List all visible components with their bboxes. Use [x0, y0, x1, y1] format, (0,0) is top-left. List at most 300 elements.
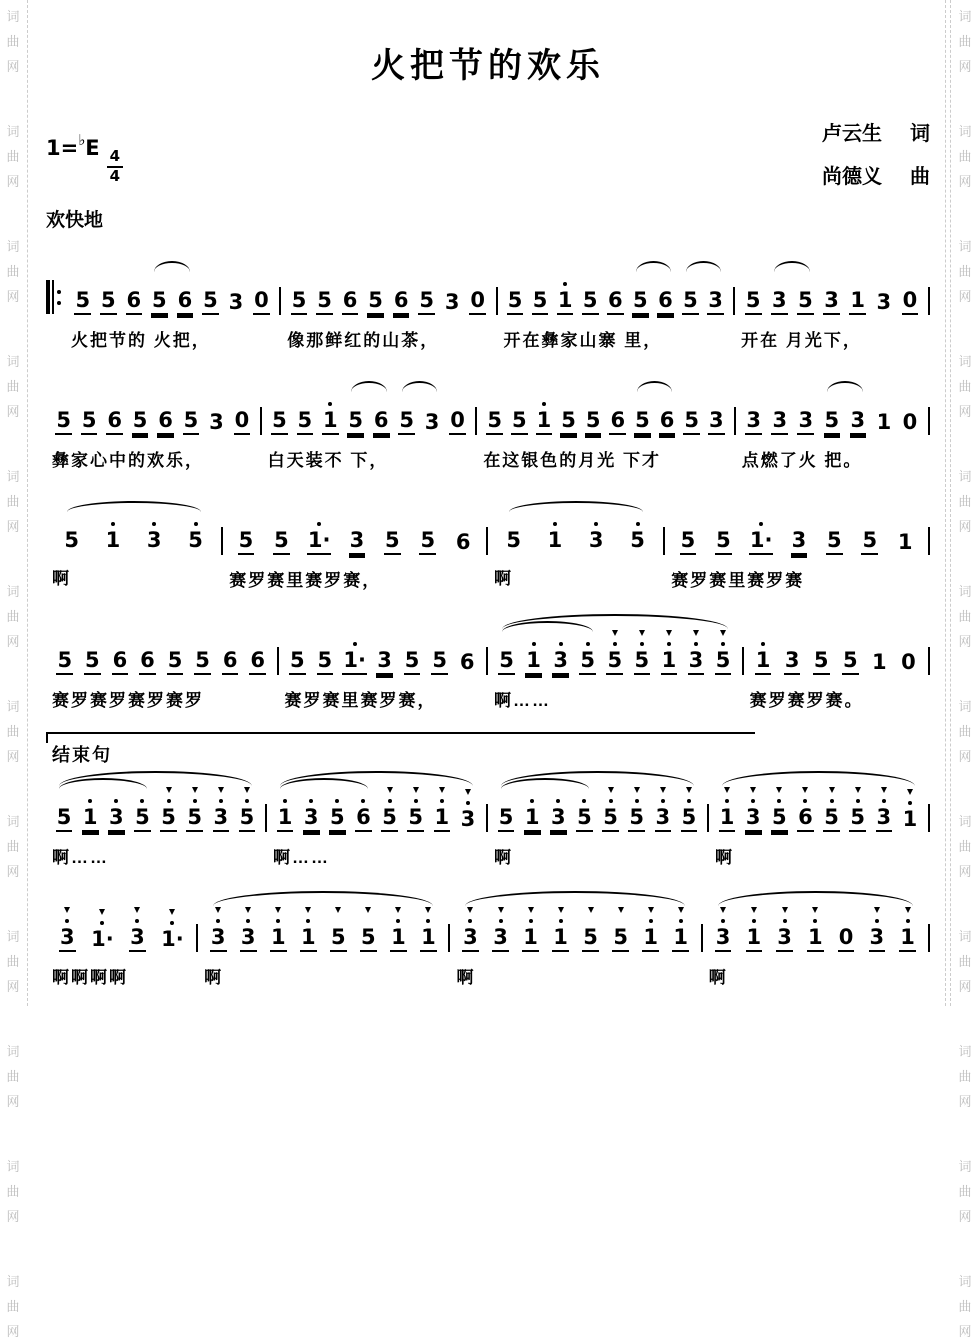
staccato-mark: [905, 907, 911, 913]
note: 3: [769, 270, 789, 315]
note: 3: [876, 290, 892, 314]
slur-arc: [502, 614, 728, 629]
note: 1: [275, 787, 295, 832]
notes-row: [46, 372, 930, 472]
note: 6: [455, 530, 471, 554]
note: 5: [430, 630, 450, 675]
staccato-mark: [751, 907, 757, 913]
note: 6: [248, 630, 268, 675]
staccato-mark: [245, 907, 251, 913]
octave-dot: [335, 799, 339, 803]
right-watermark-column: [954, 4, 976, 1339]
score-line: [46, 492, 930, 592]
measure-notes: [46, 769, 265, 834]
octave-dot: [586, 642, 590, 646]
score-line: [46, 252, 930, 352]
note: 5: [73, 270, 93, 315]
note: 3: [491, 907, 511, 952]
slur-arc: [402, 381, 437, 392]
staccato-mark: [169, 909, 175, 915]
octave-dot: [140, 799, 144, 803]
octave-dot: [440, 799, 444, 803]
staccato-mark: [215, 907, 221, 913]
note: 5: [289, 270, 309, 315]
note: 5: [406, 787, 426, 832]
octave-dot: [529, 919, 533, 923]
rest-note: 0: [901, 650, 916, 674]
octave-dot: [361, 799, 365, 803]
staccato-mark: [335, 907, 341, 913]
note: 5: [402, 630, 422, 675]
octave-dot: [679, 919, 683, 923]
rest-note: 0: [251, 270, 271, 315]
note: 1: [805, 907, 825, 952]
lyricist-credit: 卢云生 词: [822, 123, 930, 145]
note: 5: [200, 270, 220, 315]
measure-notes: [65, 252, 279, 317]
lyric: 在这银色的月光 下才: [483, 451, 662, 470]
lyric: 赛罗赛罗赛罗赛罗: [52, 691, 204, 710]
measure: [262, 372, 476, 472]
note: 5: [680, 270, 700, 315]
measure: [498, 252, 734, 352]
note: 5: [315, 270, 335, 315]
octave-dot: [830, 799, 834, 803]
octave-dot: [216, 919, 220, 923]
measure-notes: [279, 612, 486, 677]
slur-arc: [827, 381, 863, 392]
measure-notes: [744, 612, 928, 677]
rest-note: 0: [902, 410, 918, 434]
note: 5: [611, 907, 631, 952]
note: 3: [686, 630, 706, 675]
rest-note: 0: [836, 907, 856, 952]
note: 1: [418, 907, 438, 952]
meta-row: [46, 113, 930, 199]
note: 1: [876, 410, 892, 434]
octave-dot: [276, 919, 280, 923]
note: 6: [371, 390, 391, 435]
staccato-mark: [618, 907, 624, 913]
time-bottom: 4: [109, 166, 121, 185]
staccato-mark: [64, 907, 70, 913]
note: 5: [315, 630, 335, 675]
note: 5: [682, 390, 702, 435]
note: 3: [551, 630, 571, 675]
key-letter: E: [85, 136, 100, 160]
staccato-mark: [608, 787, 614, 793]
note: 1: [717, 787, 737, 832]
staccato-mark: [782, 907, 788, 913]
staccato-mark: [498, 907, 504, 913]
staccato-mark: [693, 630, 699, 636]
lyric: 开在彝家山寨 里，: [503, 331, 663, 350]
watermark-text: 词 曲 网: [958, 929, 972, 994]
lyric: 啊: [456, 968, 476, 987]
note: 6: [156, 390, 176, 435]
measure-notes: [736, 372, 928, 437]
watermark-text: 词 曲 网: [6, 584, 20, 649]
note: 6: [353, 787, 373, 832]
note: 3: [789, 510, 809, 555]
note: 5: [295, 390, 315, 435]
octave-dot: [559, 919, 563, 923]
barline: [928, 924, 930, 952]
note: 3: [867, 907, 887, 952]
note: 1: [659, 630, 679, 675]
staccato-mark: [855, 787, 861, 793]
right-dashed-border: [950, 0, 951, 1006]
measure: [488, 769, 707, 869]
note: 3: [743, 787, 763, 832]
octave-dot: [414, 799, 418, 803]
note: 5: [860, 510, 880, 555]
note: 3: [706, 270, 726, 315]
octave-dot: [761, 642, 765, 646]
staccato-mark: [678, 907, 684, 913]
note: 5: [743, 270, 763, 315]
note: 6: [340, 270, 360, 315]
slur-arc: [501, 771, 694, 786]
note: 3: [653, 787, 673, 832]
note: 5: [54, 390, 74, 435]
octave-dot: [353, 642, 357, 646]
note: 5: [358, 907, 378, 952]
note: 1: [522, 787, 542, 832]
watermark-text: 词 曲 网: [958, 584, 972, 649]
note: 3: [444, 290, 460, 314]
note: 1: [900, 789, 920, 832]
octave-dot: [875, 919, 879, 923]
note: 1: [432, 787, 452, 832]
note: 1: [524, 630, 544, 675]
note: 3: [586, 510, 606, 553]
note: 1: [848, 270, 868, 315]
note: 3: [209, 410, 224, 434]
note: 5: [328, 907, 348, 952]
slur-arc: [774, 261, 810, 272]
watermark-text: 词 曲 网: [958, 469, 972, 534]
octave-dot: [759, 522, 763, 526]
note: 5: [678, 510, 698, 555]
note: 5: [581, 907, 601, 952]
barline: [928, 804, 930, 832]
slur-arc: [722, 771, 915, 786]
octave-dot: [613, 642, 617, 646]
octave-dot: [803, 799, 807, 803]
staccato-mark: [812, 907, 818, 913]
note: 5: [271, 510, 291, 555]
score-line: [46, 372, 930, 472]
left-dashed-border: [27, 0, 28, 1006]
tempo-marking: 欢快地: [46, 210, 104, 231]
watermark-text: 词 曲 网: [6, 239, 20, 304]
note: 5: [186, 510, 206, 553]
octave-dot: [721, 919, 725, 923]
octave-dot: [328, 402, 332, 406]
note: 5: [679, 787, 699, 832]
note: 5: [632, 630, 652, 675]
measure-notes: [46, 372, 260, 437]
note: 5: [713, 510, 733, 555]
slur-arc: [154, 261, 190, 272]
note: 5: [82, 630, 102, 675]
note: 5: [380, 787, 400, 832]
measure-notes: [450, 889, 700, 954]
note: 3: [458, 789, 478, 832]
note: 5: [605, 630, 625, 675]
octave-dot: [752, 919, 756, 923]
note: 3: [548, 787, 568, 832]
note: 1: [545, 510, 565, 553]
note: 3: [848, 390, 868, 435]
note: 1·: [160, 909, 185, 952]
measure: [744, 612, 928, 712]
measure: [267, 769, 486, 869]
octave-dot: [582, 799, 586, 803]
staccato-mark: [425, 907, 431, 913]
credits: [822, 113, 930, 199]
measure-notes: [46, 612, 277, 677]
note: 5: [530, 270, 550, 315]
octave-dot: [906, 919, 910, 923]
measure-notes: [709, 769, 928, 834]
octave-dot: [667, 642, 671, 646]
octave-dot: [532, 642, 536, 646]
slur-arc: [686, 261, 721, 272]
octave-dot: [636, 522, 640, 526]
note: 5: [509, 390, 529, 435]
measure: [709, 769, 928, 869]
note: 3: [211, 787, 231, 832]
slur-arc: [718, 891, 913, 906]
measure-notes: [262, 372, 476, 437]
note: 3: [770, 390, 790, 435]
note: 3: [775, 907, 795, 952]
octave-dot: [882, 799, 886, 803]
octave-dot: [783, 919, 787, 923]
measure: [65, 252, 279, 352]
lyric: 啊: [204, 968, 224, 987]
octave-dot: [649, 919, 653, 923]
octave-dot: [530, 799, 534, 803]
watermark-text: 词 曲 网: [6, 929, 20, 994]
measure-notes: [488, 612, 742, 677]
measure: [281, 252, 495, 352]
staccato-mark: [387, 787, 393, 793]
measure: [488, 612, 742, 712]
measure: [477, 372, 733, 472]
notes-row: [46, 889, 930, 989]
note: 5: [165, 630, 185, 675]
note: 1·: [342, 630, 367, 675]
octave-dot: [777, 799, 781, 803]
watermark-text: 词 曲 网: [958, 354, 972, 419]
note: 5: [181, 390, 201, 435]
note: 6: [795, 787, 815, 832]
note: 1: [641, 907, 661, 952]
note: 3: [127, 907, 147, 952]
lyric: 开在 月光下，: [741, 331, 862, 350]
barline: [928, 287, 930, 315]
watermark-text: 词 曲 网: [958, 1159, 972, 1224]
octave-dot: [194, 522, 198, 526]
staccato-mark: [528, 907, 534, 913]
note: 5: [811, 630, 831, 675]
note: 5: [627, 787, 647, 832]
notes-row: [46, 492, 930, 592]
staccato-mark: [874, 907, 880, 913]
note: 1: [534, 390, 554, 435]
time-signature: [107, 149, 123, 185]
note: 3: [424, 410, 440, 434]
note: 5: [632, 390, 652, 435]
slur-arc: [509, 501, 643, 512]
note: 5: [630, 270, 650, 315]
staccato-mark: [720, 630, 726, 636]
measure: [46, 612, 277, 712]
note: 5: [418, 510, 438, 555]
staccato-mark: [724, 787, 730, 793]
staccato-mark: [776, 787, 782, 793]
watermark-text: 词 曲 网: [958, 699, 972, 764]
lyric: 啊啊啊啊: [52, 968, 128, 987]
staccato-mark: [666, 630, 672, 636]
octave-dot: [317, 522, 321, 526]
measure: [46, 372, 260, 472]
slur-arc: [636, 261, 671, 272]
rest-note: 0: [232, 390, 252, 435]
measure: [223, 492, 486, 592]
watermark-text: 词 曲 网: [958, 1274, 972, 1339]
note: 6: [110, 630, 130, 675]
flat-sign: ♭: [78, 131, 86, 149]
octave-dot: [856, 799, 860, 803]
note: 1: [753, 630, 773, 675]
measure: [488, 492, 663, 590]
note: 1: [388, 907, 408, 952]
note: 3: [208, 907, 228, 952]
octave-dot: [553, 522, 557, 526]
watermark-text: 词 曲 网: [958, 814, 972, 879]
note: 5: [159, 787, 179, 832]
lyric: 彝家心中的欢乐，: [52, 451, 204, 470]
staccato-mark: [802, 787, 808, 793]
staccato-mark: [395, 907, 401, 913]
score-line: [46, 612, 930, 712]
lyric: 赛罗赛里赛罗赛，: [229, 571, 382, 590]
slur-arc: [59, 771, 252, 786]
slur-arc: [280, 771, 473, 786]
note: 5: [559, 390, 579, 435]
note: 1: [897, 530, 913, 554]
note: 1: [872, 650, 887, 674]
octave-dot: [908, 801, 912, 805]
note: 5: [505, 270, 525, 315]
note: 3: [238, 907, 258, 952]
notes-row: [46, 612, 930, 712]
watermark-text: 词 曲 网: [958, 9, 972, 74]
note: 1: [103, 510, 123, 553]
staccato-mark: [134, 907, 140, 913]
octave-dot: [167, 799, 171, 803]
staccato-mark: [305, 907, 311, 913]
composer-credit: 尚德义 曲: [822, 166, 930, 188]
barline: [928, 527, 930, 555]
key-signature: [46, 133, 123, 185]
staccato-mark: [660, 787, 666, 793]
staccato-mark: [686, 787, 692, 793]
note: 6: [459, 650, 475, 674]
note: 5: [382, 510, 402, 555]
octave-dot: [306, 919, 310, 923]
octave-dot: [283, 799, 287, 803]
note: 5: [824, 510, 844, 555]
watermark-text: 词 曲 网: [6, 814, 20, 879]
lyric: 像那鲜红的山茶，: [287, 331, 440, 350]
note: 1: [744, 907, 764, 952]
note: 1·: [90, 909, 115, 952]
note: 1: [671, 907, 691, 952]
note: 3: [744, 390, 764, 435]
note: 3: [301, 787, 321, 832]
lyric: 点燃了火 把。: [741, 451, 863, 470]
octave-dot: [466, 801, 470, 805]
watermark-text: 词 曲 网: [958, 1044, 972, 1109]
measure-notes: [477, 372, 733, 437]
octave-dot: [309, 799, 313, 803]
staccato-mark: [750, 787, 756, 793]
note: 6: [655, 270, 675, 315]
measure-notes: [703, 889, 928, 954]
measure: [450, 889, 700, 989]
score-line: [46, 732, 930, 869]
note: 1: [298, 907, 318, 952]
lyric: 啊: [494, 848, 513, 867]
note: 5: [79, 390, 99, 435]
staccato-mark: [413, 787, 419, 793]
measure: [736, 372, 928, 472]
octave-dot: [661, 799, 665, 803]
lyric: 赛罗赛里赛罗赛: [671, 571, 805, 590]
note: 1: [551, 907, 571, 952]
note: 5: [149, 270, 169, 315]
staccato-mark: [166, 787, 172, 793]
note: 5: [574, 787, 594, 832]
note: 5: [485, 390, 505, 435]
note: 3: [796, 390, 816, 435]
lyric: 赛罗赛罗赛。: [749, 691, 864, 710]
octave-dot: [245, 799, 249, 803]
octave-dot: [556, 799, 560, 803]
note: 5: [54, 787, 74, 832]
note: 1: [555, 270, 575, 315]
slur-arc: [351, 381, 387, 392]
staccato-mark: [907, 789, 913, 795]
measure: [46, 889, 196, 989]
note: 1·: [749, 510, 774, 555]
score: [46, 252, 930, 989]
measure: [735, 252, 928, 352]
note: 3: [822, 270, 842, 315]
note: 5: [583, 390, 603, 435]
note: 5: [497, 630, 517, 675]
score-line: [46, 889, 930, 989]
octave-dot: [152, 522, 156, 526]
note: 3: [375, 630, 395, 675]
note: 5: [55, 630, 75, 675]
note: 3: [706, 390, 726, 435]
